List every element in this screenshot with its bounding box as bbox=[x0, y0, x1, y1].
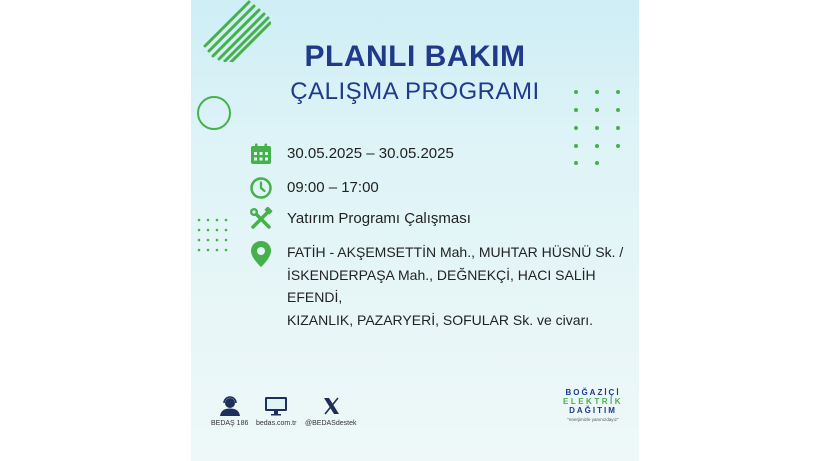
address-line: KIZANLIK, PAZARYERİ, SOFULAR Sk. ve civarı. bbox=[287, 312, 594, 328]
work-type-row bbox=[249, 207, 471, 231]
tools-icon bbox=[249, 207, 273, 231]
logo-tagline: "enerjimizle yanınızdayız" bbox=[567, 417, 619, 422]
phone-label: BEDAŞ 186 bbox=[211, 420, 249, 427]
monitor-icon bbox=[263, 396, 289, 416]
company-logo bbox=[561, 388, 625, 422]
page-title: PLANLI BAKIM bbox=[304, 40, 526, 73]
footer-social bbox=[305, 396, 356, 427]
address-line: İSKENDERPAŞA Mah., DEĞNEKÇİ, HACI SALİH EFENDİ, bbox=[287, 267, 596, 305]
date-row bbox=[249, 142, 454, 166]
social-label[interactable]: @BEDASdestek bbox=[305, 420, 357, 427]
footer-phone bbox=[211, 396, 248, 427]
address-block bbox=[287, 240, 639, 331]
location-pin-icon bbox=[249, 240, 273, 268]
x-logo-icon bbox=[318, 396, 344, 416]
address-line: FATİH - AKŞEMSETTİN Mah., MUHTAR HÜSNÜ Sk. / bbox=[287, 244, 624, 260]
footer-web bbox=[256, 396, 296, 427]
clock-icon bbox=[249, 176, 273, 200]
date-range: 30.05.2025 – 30.05.2025 bbox=[287, 145, 454, 162]
headset-agent-icon bbox=[217, 396, 243, 416]
work-type: Yatırım Programı Çalışması bbox=[287, 210, 471, 227]
logo-line: DAĞITIM bbox=[569, 406, 617, 415]
page-subtitle: ÇALIŞMA PROGRAMI bbox=[290, 78, 540, 105]
logo-line: BOĞAZİÇİ bbox=[565, 388, 621, 397]
maintenance-announcement-card bbox=[191, 0, 639, 461]
time-row bbox=[249, 176, 379, 200]
logo-line: ELEKTRİK bbox=[563, 397, 623, 406]
location-row bbox=[249, 240, 639, 331]
web-label[interactable]: bedas.com.tr bbox=[256, 420, 297, 427]
calendar-icon bbox=[249, 142, 273, 166]
time-range: 09:00 – 17:00 bbox=[287, 179, 379, 196]
decorative-dot-grid-small bbox=[197, 218, 231, 254]
